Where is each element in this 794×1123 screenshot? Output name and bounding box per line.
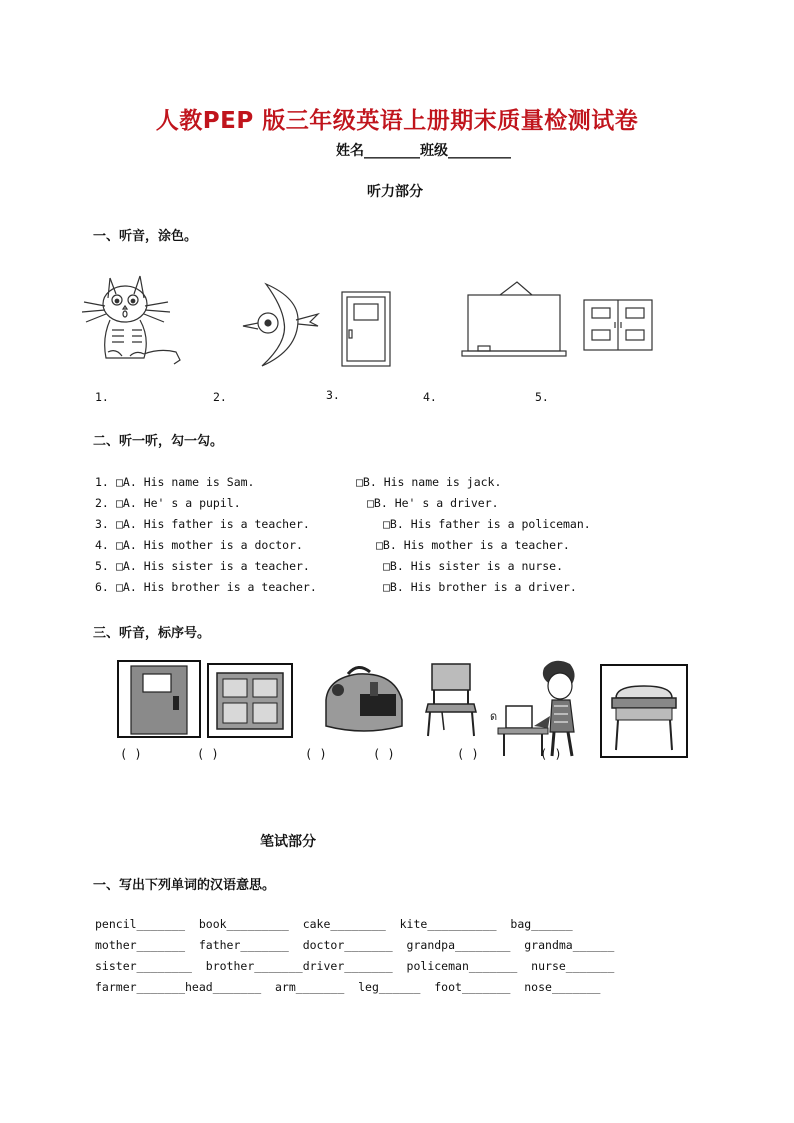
- s2-row-5-option-a[interactable]: □A. His sister is a teacher.: [116, 559, 310, 573]
- page-title: 人教PEP 版三年级英语上册期末质量检测试卷: [155, 108, 639, 134]
- section2-heading: 二、听一听，勾一勾。: [93, 434, 224, 449]
- section3-heading: 三、听音，标序号。: [93, 626, 211, 641]
- window-icon: [582, 298, 654, 352]
- s2-row-4-option-b[interactable]: □B. His mother is a teacher.: [376, 538, 570, 552]
- vocab-line-1[interactable]: pencil_______ book_________ cake________ kite__________ bag______: [95, 917, 573, 931]
- s3-answer-blank-4[interactable]: ( ): [373, 747, 395, 761]
- listening-heading: 听力部分: [367, 184, 423, 200]
- s3-answer-blank-2[interactable]: ( ): [197, 747, 219, 761]
- s2-row-6-option-b[interactable]: □B. His brother is a driver.: [383, 580, 577, 594]
- s1-number-1: 1.: [95, 390, 109, 404]
- s2-row-4-option-a[interactable]: □A. His mother is a doctor.: [116, 538, 303, 552]
- s3-answer-blank-3[interactable]: ( ): [305, 747, 327, 761]
- window-icon: [207, 663, 293, 738]
- blackboard-icon: [460, 280, 570, 360]
- s2-row-2-option-b[interactable]: □B. He' s a driver.: [367, 496, 499, 510]
- door-icon: [340, 290, 394, 368]
- s1-number-4: 4.: [423, 390, 437, 404]
- s2-row-3-number: 3.: [95, 517, 109, 531]
- s2-row-5-option-b[interactable]: □B. His sister is a nurse.: [383, 559, 564, 573]
- s2-row-3-option-a[interactable]: □A. His father is a teacher.: [116, 517, 310, 531]
- s2-row-3-option-b[interactable]: □B. His father is a policeman.: [383, 517, 591, 531]
- schoolbag-icon: [318, 660, 408, 736]
- s2-row-1-number: 1.: [95, 475, 109, 489]
- writing-heading: 笔试部分: [260, 834, 316, 850]
- section1-heading: 一、听音，涂色。: [93, 229, 198, 244]
- boy-at-computer-icon: [488, 656, 588, 758]
- cat-icon: [80, 268, 195, 368]
- s2-row-1-option-b[interactable]: □B. His name is jack.: [356, 475, 502, 489]
- bird-icon: [238, 280, 323, 370]
- vocab-line-2[interactable]: mother_______ father_______ doctor_______ grandpa________ grandma______: [95, 938, 615, 952]
- s1-number-3: 3.: [326, 388, 340, 402]
- s2-row-2-option-a[interactable]: □A. He' s a pupil.: [116, 496, 241, 510]
- vocab-line-3[interactable]: sister________ brother_______driver_______ policeman_______ nurse_______: [95, 959, 615, 973]
- s3-answer-blank-5[interactable]: ( ): [457, 747, 479, 761]
- door-icon: [117, 660, 201, 738]
- s2-row-2-number: 2.: [95, 496, 109, 510]
- s3-answer-blank-6[interactable]: ( ): [540, 747, 562, 761]
- desk-icon: [600, 664, 688, 758]
- vocab-line-4[interactable]: farmer_______head_______ arm_______ leg______ foot_______ nose_______: [95, 980, 601, 994]
- s1-number-5: 5.: [535, 390, 549, 404]
- s3-answer-blank-1[interactable]: ( ): [120, 747, 142, 761]
- svg-text:ด: ด: [490, 710, 498, 723]
- s1-number-2: 2.: [213, 390, 227, 404]
- name-class-line: 姓名________班级_________: [336, 143, 511, 159]
- s2-row-6-number: 6.: [95, 580, 109, 594]
- s2-row-5-number: 5.: [95, 559, 109, 573]
- s2-row-4-number: 4.: [95, 538, 109, 552]
- chair-icon: [422, 660, 482, 738]
- s2-row-1-option-a[interactable]: □A. His name is Sam.: [116, 475, 255, 489]
- section4-heading: 一、写出下列单词的汉语意思。: [93, 878, 276, 893]
- s2-row-6-option-a[interactable]: □A. His brother is a teacher.: [116, 580, 317, 594]
